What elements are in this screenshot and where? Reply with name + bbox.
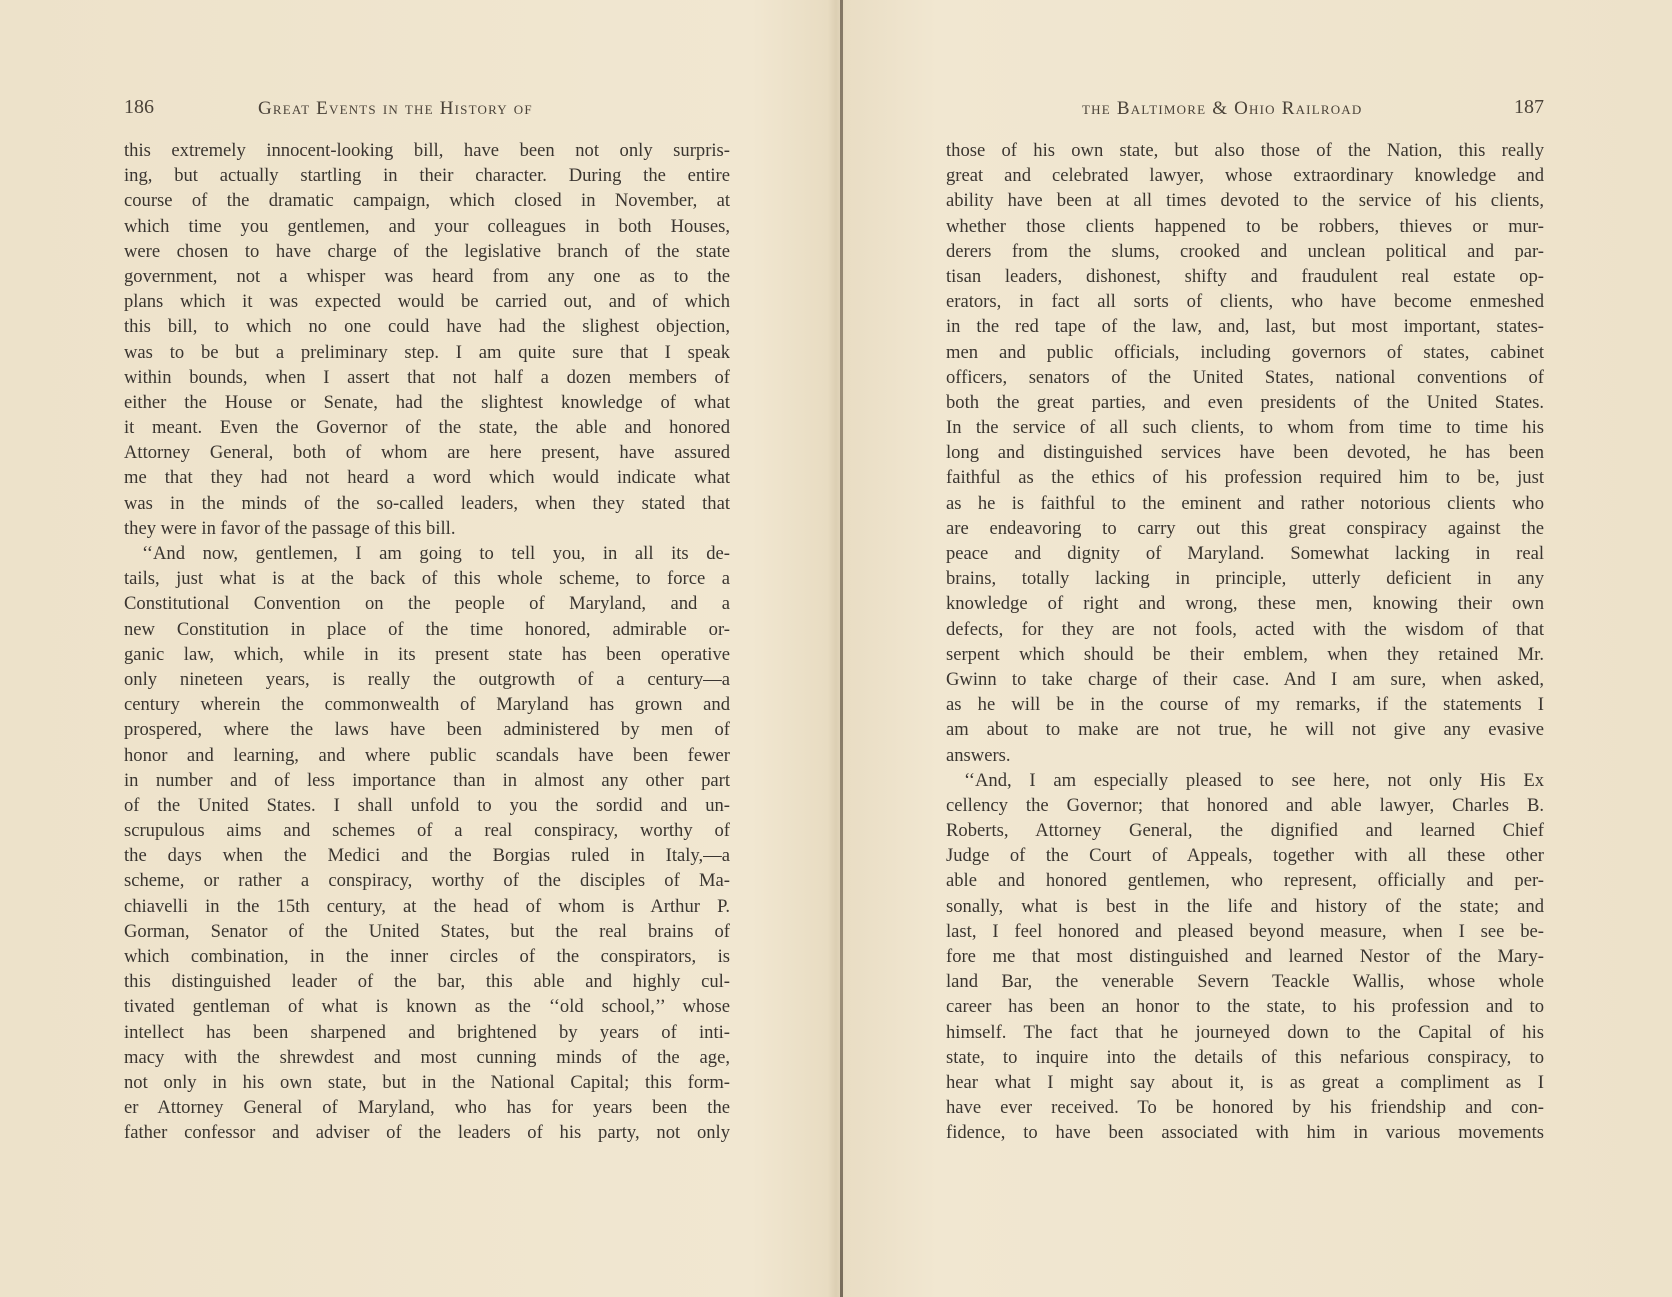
text-line: was to be but a preliminary step. I am quite sure that I speak <box>124 341 730 363</box>
text-line: as he is faithful to the eminent and rather notorious clients who <box>946 492 1544 514</box>
left-running-head <box>124 96 730 126</box>
text-line: men and public officials, including governors of states, cabinet <box>946 341 1544 363</box>
text-line: answers. <box>946 744 1011 766</box>
right-running-title: the Baltimore & Ohio Railroad <box>1082 98 1363 119</box>
text-line: tails, just what is at the back of this whole scheme, to force a <box>124 568 730 590</box>
text-line: scheme, or rather a conspiracy, worthy of the disciples of Ma- <box>124 870 730 892</box>
text-line: faithful as the ethics of his profession required him to be, just <box>946 467 1544 489</box>
text-line: chiavelli in the 15th century, at the head of whom is Arthur P. <box>124 895 730 917</box>
text-line: which time you gentlemen, and your colleagues in both Houses, <box>124 215 730 237</box>
left-page <box>124 96 730 1146</box>
text-line: derers from the slums, crooked and unclean political and par- <box>946 240 1544 262</box>
text-line: either the House or Senate, had the slightest knowledge of what <box>124 391 730 413</box>
text-line: Gwinn to take charge of their case. And I am sure, when asked, <box>946 668 1544 690</box>
text-line: long and distinguished services have been devoted, he has been <box>946 442 1544 464</box>
text-line: defects, for they are not fools, acted with the wisdom of that <box>946 618 1544 640</box>
text-line: fore me that most distinguished and learned Nestor of the Mary- <box>946 946 1544 967</box>
text-line: in the red tape of the law, and, last, but most important, states- <box>946 316 1544 338</box>
text-line: government, not a whisper was heard from any one as to the <box>124 265 730 287</box>
text-line: himself. The fact that he journeyed down to the Capital of his <box>946 1021 1544 1043</box>
text-line: are endeavoring to carry out this great conspiracy against the <box>946 517 1544 539</box>
text-line: ‘‘And now, gentlemen, I am going to tell you, in all its de- <box>142 543 730 564</box>
text-line: this bill, to which no one could have had the slighest objection, <box>124 316 730 338</box>
text-line: not only in his own state, but in the National Capital; this form- <box>124 1071 730 1093</box>
text-line: century wherein the commonwealth of Maryland has grown and <box>124 694 730 716</box>
text-line: Constitutional Convention on the people of Maryland, and a <box>124 593 730 615</box>
text-line: this distinguished leader of the bar, this able and highly cul- <box>124 971 730 993</box>
text-line: sonally, what is best in the life and history of the state; and <box>946 895 1544 917</box>
text-line: Attorney General, both of whom are here present, have assured <box>124 442 730 464</box>
text-line: honor and learning, and where public scandals have been fewer <box>124 744 730 766</box>
text-line: peace and dignity of Maryland. Somewhat lacking in real <box>946 543 1544 564</box>
text-line: career has been an honor to the state, to his profession and to <box>946 996 1544 1018</box>
text-line: of the United States. I shall unfold to you the sordid and un- <box>124 794 730 816</box>
book-gutter <box>840 0 843 1297</box>
left-page-number: 186 <box>124 96 154 118</box>
text-line: last, I feel honored and pleased beyond measure, when I see be- <box>946 920 1544 942</box>
right-body-text <box>946 138 1544 1146</box>
text-line: In the service of all such clients, to whom from time to time his <box>946 417 1544 439</box>
text-line: brains, totally lacking in principle, utterly deficient in any <box>946 568 1544 590</box>
left-body-text <box>124 138 730 1146</box>
text-line: they were in favor of the passage of this bill. <box>124 517 456 539</box>
text-line: were chosen to have charge of the legislative branch of the state <box>124 240 730 262</box>
text-line: whether those clients happened to be robbers, thieves or mur- <box>946 215 1544 237</box>
text-line: er Attorney General of Maryland, who has for years been the <box>124 1097 730 1119</box>
text-line: both the great parties, and even presidents of the United States. <box>946 391 1544 413</box>
text-line: hear what I might say about it, is as great a compliment as I <box>946 1071 1544 1093</box>
text-line: knowledge of right and wrong, these men, knowing their own <box>946 593 1544 615</box>
text-line: which combination, in the inner circles of the conspirators, is <box>124 946 730 967</box>
text-line: have ever received. To be honored by his friendship and con- <box>946 1097 1544 1119</box>
text-line: ing, but actually startling in their character. During the entire <box>124 165 730 187</box>
text-line: the days when the Medici and the Borgias ruled in Italy,—a <box>124 845 730 867</box>
text-line: was in the minds of the so-called leaders, when they stated that <box>124 492 730 514</box>
text-line: this extremely innocent-looking bill, have been not only surpris- <box>124 140 730 161</box>
text-line: Gorman, Senator of the United States, but the real brains of <box>124 920 730 942</box>
text-line: intellect has been sharpened and brightened by years of inti- <box>124 1021 730 1043</box>
text-line: able and honored gentlemen, who represent, officially and per- <box>946 870 1544 892</box>
text-line: ganic law, which, while in its present state has been operative <box>124 643 730 665</box>
text-line: course of the dramatic campaign, which closed in November, at <box>124 190 730 212</box>
text-line: state, to inquire into the details of this nefarious conspiracy, to <box>946 1046 1544 1068</box>
left-running-title: Great Events in the History of <box>258 98 533 119</box>
text-line: ‘‘And, I am especially pleased to see here, not only His Ex <box>964 769 1544 791</box>
text-line: plans which it was expected would be carried out, and of which <box>124 291 730 313</box>
text-line: prospered, where the laws have been administered by men of <box>124 719 730 741</box>
text-line: scrupulous aims and schemes of a real conspiracy, worthy of <box>124 820 730 842</box>
text-line: within bounds, when I assert that not half a dozen members of <box>124 366 730 388</box>
text-line: great and celebrated lawyer, whose extraordinary knowledge and <box>946 165 1544 187</box>
text-line: am about to make are not true, he will not give any evasive <box>946 719 1544 741</box>
text-line: ability have been at all times devoted to the service of his clients, <box>946 190 1544 212</box>
text-line: as he will be in the course of my remarks, if the statements I <box>946 694 1544 716</box>
text-line: erators, in fact all sorts of clients, who have become enmeshed <box>946 291 1544 313</box>
right-page-number: 187 <box>1514 96 1544 118</box>
text-line: macy with the shrewdest and most cunning minds of the age, <box>124 1046 730 1068</box>
text-line: Roberts, Attorney General, the dignified and learned Chief <box>946 820 1544 842</box>
right-running-head <box>946 96 1544 126</box>
text-line: tivated gentleman of what is known as the ‘‘old school,’’ whose <box>124 996 730 1018</box>
text-line: serpent which should be their emblem, when they retained Mr. <box>946 643 1544 665</box>
text-line: only nineteen years, is really the outgrowth of a century—a <box>124 668 730 690</box>
text-line: land Bar, the venerable Severn Teackle Wallis, whose whole <box>946 971 1544 993</box>
text-line: tisan leaders, dishonest, shifty and fraudulent real estate op- <box>946 265 1544 287</box>
text-line: in number and of less importance than in almost any other part <box>124 769 730 791</box>
text-line: cellency the Governor; that honored and able lawyer, Charles B. <box>946 794 1544 816</box>
text-line: father confessor and adviser of the leaders of his party, not only <box>124 1122 730 1144</box>
text-line: Judge of the Court of Appeals, together with all these other <box>946 845 1544 867</box>
text-line: those of his own state, but also those of the Nation, this really <box>946 140 1544 161</box>
text-line: me that they had not heard a word which would indicate what <box>124 467 730 489</box>
right-page <box>946 96 1544 1146</box>
text-line: new Constitution in place of the time honored, admirable or- <box>124 618 730 640</box>
text-line: officers, senators of the United States, national conventions of <box>946 366 1544 388</box>
text-line: fidence, to have been associated with him in various movements <box>946 1122 1544 1144</box>
text-line: it meant. Even the Governor of the state, the able and honored <box>124 417 730 439</box>
